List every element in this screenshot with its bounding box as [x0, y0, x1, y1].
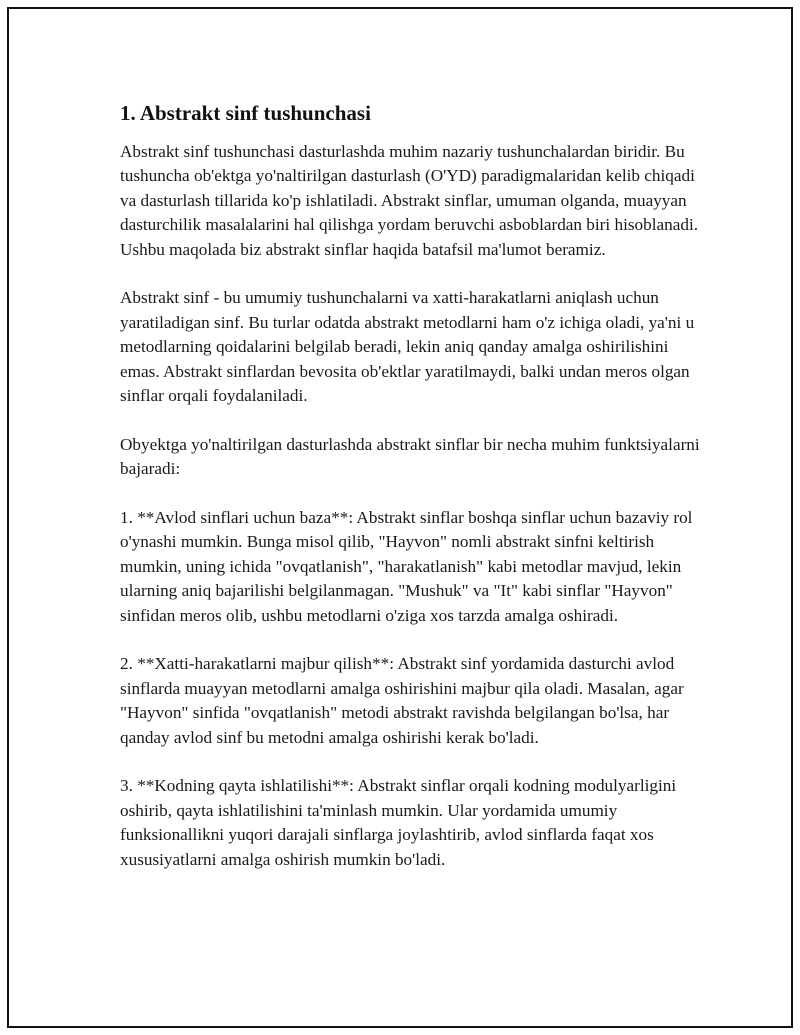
paragraph-definition: Abstrakt sinf - bu umumiy tushunchalarni va xatti-harakatlarni aniqlash uchun yaratiladigan sinf. Bu turlar odatda abstrakt metodlarni ham o'z ichiga oladi, ya'ni u metodlarning qoidalarini belgilab beradi, lekin aniq qanday amalga oshirilishini emas. Abstrakt sinflardan bevosita ob'ektlar yaratilmaydi, balki undan meros olgan sinflar orqali foydalaniladi. [120, 288, 695, 406]
page-frame [7, 7, 793, 1028]
section-title: 1. Abstrakt sinf tushunchasi [120, 101, 371, 125]
list-item-enforce-behavior: 2. **Xatti-harakatlarni majbur qilish**: Abstrakt sinf yordamida dasturchi avlod sinflarda muayyan metodlarni amalga oshirishini majbur qila oladi. Masalan, agar "Hayvon" sinfida "ovqatlanish" metodi abstrakt ravishda belgilangan bo'lsa, har qanday avlod sinf bu metodni amalga oshirishi kerak bo'ladi. [120, 654, 684, 747]
document-body [120, 99, 700, 872]
paragraph-functions-intro: Obyektga yo'naltirilgan dasturlashda abstrakt sinflar bir necha muhim funktsiyalarni bajaradi: [120, 434, 700, 479]
paragraph-intro: Abstrakt sinf tushunchasi dasturlashda muhim nazariy tushunchalardan biridir. Bu tushuncha ob'ektga yo'naltirilgan dasturlash (O'YD) paradigmalaridan kelib chiqadi va dasturlash tillarida ko'p ishlatiladi. Abstrakt sinflar, umuman olganda, muayyan dasturchilik masalalarini hal qilishga yordam beruvchi asboblardan biri hisoblanadi. Ushbu maqolada biz abstrakt sinflar haqida batafsil ma'lumot beramiz. [120, 142, 699, 259]
list-item-base-class: 1. **Avlod sinflari uchun baza**: Abstrakt sinflar boshqa sinflar uchun bazaviy rol o'ynashi mumkin. Bunga misol qilib, "Hayvon" nomli abstrakt sinfni keltirish mumkin, uning ichida "ovqatlanish", "harakatlanish" kabi metodlar mavjud, lekin ularning aniq bajarilishi belgilanmagan. "Mushuk" va "It" kabi sinflar "Hayvon" sinfidan meros olib, ushbu metodlarni o'ziga xos tarzda amalga oshiradi. [120, 508, 693, 625]
list-item-code-reuse: 3. **Kodning qayta ishlatilishi**: Abstrakt sinflar orqali kodning modulyarligini oshirib, qayta ishlatilishini ta'minlash mumkin. Ular yordamida umumiy funksionallikni yuqori darajali sinflarga joylashtirib, avlod sinflarda faqat xos xususiyatlarni amalga oshirish mumkin bo'ladi. [120, 776, 677, 869]
